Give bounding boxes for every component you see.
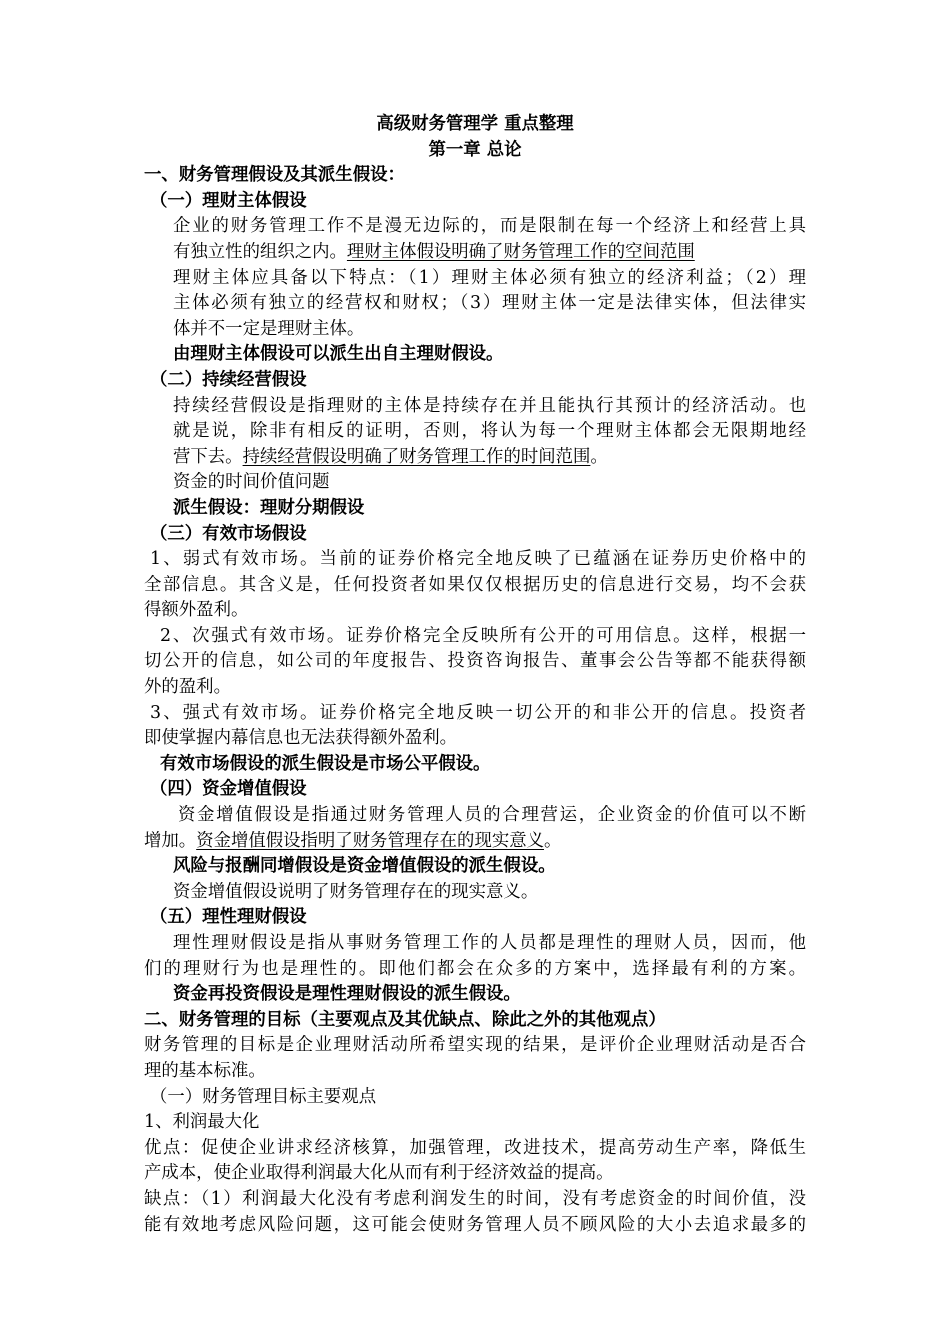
text-line	[0, 905, 950, 931]
line-text: 有独立性的组织之内。	[173, 241, 347, 262]
text-line	[0, 1085, 950, 1111]
line-text: 2、次强式有效市场。证券价格完全反映所有公开的可用信息。这样，根据一	[160, 625, 806, 646]
text-line	[0, 957, 950, 983]
text-line	[0, 573, 950, 599]
document-page	[0, 112, 950, 1238]
line-text: 资金增值假设说明了财务管理存在的现实意义。	[173, 881, 539, 902]
line-content	[144, 677, 231, 697]
title-text: 高级财务管理学 重点整理	[376, 114, 574, 134]
line-content	[144, 1112, 259, 1132]
text-line	[0, 931, 950, 957]
line-text: 体并不一定是理财主体。	[173, 318, 365, 339]
text-line	[0, 496, 950, 522]
line-content	[150, 907, 307, 927]
text-line	[0, 266, 950, 292]
line-text: 3、强式有效市场。证券价格完全地反映一切公开的和非公开的信息。投资者	[150, 702, 806, 723]
line-text: 即使掌握内幕信息也无法获得额外盈利。	[144, 728, 458, 749]
chapter-text: 第一章 总论	[428, 139, 522, 160]
text-line	[0, 803, 950, 829]
text-line	[0, 1161, 950, 1187]
text-line	[0, 624, 950, 650]
text-line	[0, 675, 950, 701]
line-content	[173, 419, 806, 445]
line-text: 产成本，使企业取得利润最大化从而有利于经济效益的提高。	[144, 1163, 614, 1184]
underlined-text: 持续经营假设明确了财务管理工作的时间范围	[242, 446, 591, 467]
line-content	[178, 803, 806, 829]
line-text: （一）理财主体假设	[150, 190, 307, 211]
line-text: 风险与报酬同增假设是资金增值假设的派生假设。	[173, 856, 556, 877]
line-text: 资金再投资假设是理性理财假设的派生假设。	[173, 984, 521, 1005]
line-content	[173, 882, 538, 902]
underlined-text: 资金增值假设指明了财务管理存在的现实意义	[196, 830, 545, 851]
line-content	[150, 779, 307, 799]
line-text: 资金增值假设是指通过财务管理人员的合理营运，企业资金的价值可以不断	[178, 805, 806, 826]
text-line	[0, 342, 950, 368]
line-content	[144, 1213, 806, 1239]
line-text: 资金的时间价值问题	[173, 472, 330, 493]
line-text: 二、财务管理的目标（主要观点及其优缺点、除此之外的其他观点）	[144, 1009, 666, 1030]
text-line	[0, 777, 950, 803]
line-content	[173, 498, 364, 518]
text-line	[0, 1213, 950, 1239]
line-text: 1、弱式有效市场。当前的证券价格完全地反映了已蕴涵在证券历史价格中的	[150, 549, 806, 570]
line-text: 有效市场假设的派生假设是市场公平假设。	[160, 753, 491, 774]
line-content	[173, 394, 806, 420]
text-line	[0, 240, 950, 266]
line-content	[144, 957, 806, 983]
line-text: （四）资金增值假设	[150, 779, 307, 800]
text-line	[0, 829, 950, 855]
text-line	[0, 726, 950, 752]
line-content	[173, 472, 330, 492]
text-line	[0, 701, 950, 727]
text-line	[0, 368, 950, 394]
text-line	[0, 470, 950, 496]
text-line	[0, 880, 950, 906]
text-line	[0, 1187, 950, 1213]
line-text: （一）财务管理目标主要观点	[150, 1086, 377, 1107]
line-content	[173, 242, 695, 262]
line-content	[144, 1033, 806, 1059]
document-title	[0, 112, 950, 138]
line-content	[144, 573, 806, 599]
text-line	[0, 394, 950, 420]
line-content	[150, 547, 806, 573]
line-content	[144, 728, 457, 748]
line-text: 一、财务管理假设及其派生假设：	[144, 165, 405, 186]
line-text: 1、利润最大化	[144, 1112, 260, 1133]
text-line	[0, 163, 950, 189]
line-text: 缺点：（1）利润最大化没有考虑利润发生的时间，没有考虑资金的时间价值，没	[144, 1188, 806, 1209]
line-content	[144, 1187, 806, 1213]
line-content	[173, 447, 608, 467]
chapter-heading	[0, 138, 950, 164]
line-content	[173, 344, 503, 364]
line-content	[173, 856, 556, 876]
line-content	[173, 931, 806, 957]
line-text: 主体必须有独立的经营权和财权；（3）理财主体一定是法律实体，但法律实	[173, 293, 806, 314]
underlined-text: 理财主体假设明确了财务管理工作的空间范围	[346, 241, 695, 262]
line-text: 财务管理的目标是企业理财活动所希望实现的结果，是评价企业理财活动是否合	[144, 1035, 806, 1056]
text-line	[0, 598, 950, 624]
line-text: 增加。	[144, 830, 197, 851]
text-line	[0, 982, 950, 1008]
line-text: 营下去。	[173, 446, 243, 467]
line-content	[173, 266, 806, 292]
line-text: 能有效地考虑风险问题，这可能会使财务管理人员不顾风险的大小去追求最多的	[144, 1214, 806, 1235]
text-line	[0, 522, 950, 548]
line-text: 们的理财行为也是理性的。即他们都会在众多的方案中，选择最有利的方案。	[144, 958, 806, 979]
text-line	[0, 214, 950, 240]
line-text: 派生假设：理财分期假设	[173, 497, 365, 518]
line-text: 持续经营假设是指理财的主体是持续存在并且能执行其预计的经济活动。也	[173, 395, 806, 416]
document-body	[0, 163, 950, 1238]
line-text: 外的盈利。	[144, 677, 231, 698]
line-text: 就是说，除非有相反的证明，否则，将认为每一个理财主体都会无限期地经	[173, 421, 806, 442]
line-text: 由理财主体假设可以派生出自主理财假设。	[173, 344, 504, 365]
line-text: （三）有效市场假设	[150, 523, 307, 544]
text-line	[0, 291, 950, 317]
text-line	[0, 317, 950, 343]
line-content	[173, 984, 521, 1004]
line-text: 全部信息。其含义是，任何投资者如果仅仅根据历史的信息进行交易，均不会获	[144, 574, 806, 595]
trailing-text: 。	[590, 446, 608, 467]
line-content	[144, 1163, 614, 1183]
line-content	[144, 1136, 806, 1162]
text-line	[0, 752, 950, 778]
text-line	[0, 1008, 950, 1034]
line-text: （二）持续经营假设	[150, 369, 307, 390]
line-text: 理的基本标准。	[144, 1060, 266, 1081]
line-text: 理性理财假设是指从事财务管理工作的人员都是理性的理财人员，因而，他	[173, 933, 806, 953]
line-content	[150, 191, 307, 211]
line-content	[160, 624, 806, 650]
text-line	[0, 1110, 950, 1136]
line-content	[144, 165, 405, 185]
text-line	[0, 649, 950, 675]
line-content	[144, 649, 806, 675]
text-line	[0, 1059, 950, 1085]
line-content	[144, 831, 561, 851]
text-line	[0, 419, 950, 445]
line-text: 切公开的信息，如公司的年度报告、投资咨询报告、董事会公告等都不能获得额	[144, 651, 806, 672]
line-text: 理财主体应具备以下特点：（1）理财主体必须有独立的经济利益；（2）理	[173, 267, 806, 288]
line-content	[173, 214, 806, 240]
line-text: （五）理性理财假设	[150, 907, 307, 928]
line-text: 优点：促使企业讲求经济核算，加强管理，改进技术，提高劳动生产率，降低生	[144, 1137, 806, 1158]
trailing-text: 。	[544, 830, 562, 851]
line-content	[173, 319, 364, 339]
line-content	[150, 701, 806, 727]
text-line	[0, 854, 950, 880]
line-content	[150, 1087, 376, 1107]
line-content	[173, 291, 806, 317]
text-line	[0, 445, 950, 471]
line-content	[144, 600, 248, 620]
line-content	[150, 524, 307, 544]
text-line	[0, 1033, 950, 1059]
line-content	[150, 370, 307, 390]
line-text: 得额外盈利。	[144, 600, 249, 621]
line-text: 企业的财务管理工作不是漫无边际的，而是限制在每一个经济上和经营上具	[173, 216, 806, 237]
line-content	[160, 754, 490, 774]
text-line	[0, 189, 950, 215]
line-content	[144, 1061, 266, 1081]
line-content	[144, 1010, 666, 1030]
text-line	[0, 1136, 950, 1162]
text-line	[0, 547, 950, 573]
